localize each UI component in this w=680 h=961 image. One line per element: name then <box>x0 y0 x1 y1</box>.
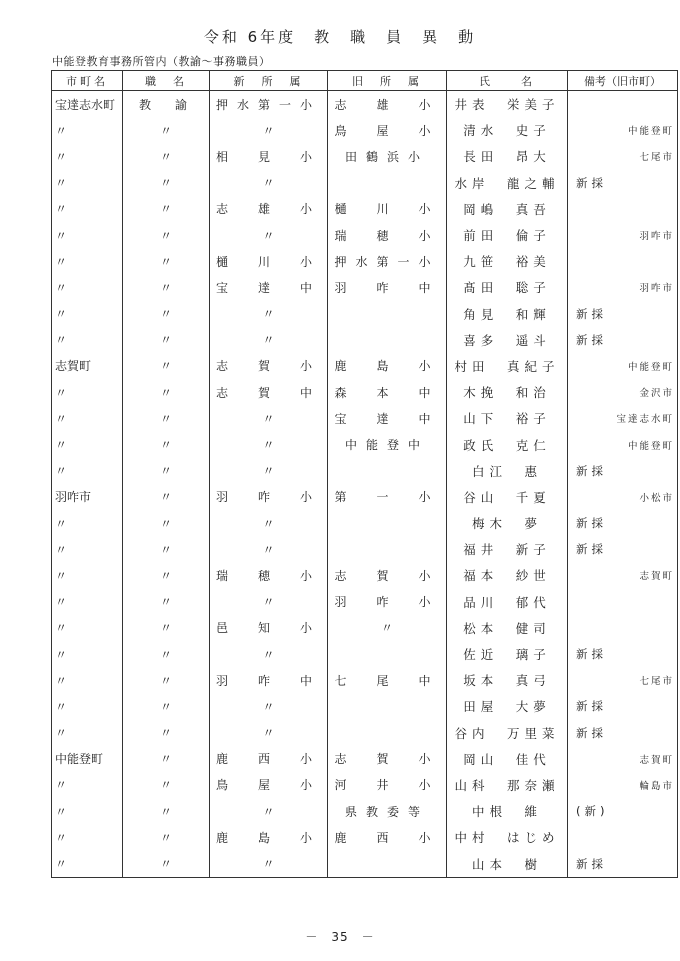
cell-remarks <box>568 720 678 746</box>
cell-municipality: 〃 <box>52 379 123 405</box>
cell-old-assignment: 宝 達 中 <box>328 405 447 431</box>
remark-previous-municipality: 七尾市 <box>639 676 674 688</box>
cell-name: 前田 倫子 <box>447 222 568 248</box>
cell-remarks <box>568 248 678 274</box>
header-municipality: 市町名 <box>52 71 123 91</box>
cell-remarks <box>568 301 678 327</box>
cell-municipality: 〃 <box>52 458 123 484</box>
cell-position: 〃 <box>123 222 210 248</box>
cell-old-assignment <box>328 850 447 877</box>
remark-previous-municipality: 中能登町 <box>627 126 674 138</box>
remark-previous-municipality: 中能登町 <box>627 361 674 373</box>
cell-position: 〃 <box>123 536 210 562</box>
remark-previous-municipality: 志賀町 <box>639 754 674 766</box>
cell-name: 喜多 遥斗 <box>447 327 568 353</box>
cell-position: 〃 <box>123 798 210 824</box>
cell-old-assignment: 志 雄 小 <box>328 91 447 118</box>
cell-old-assignment: 志 賀 小 <box>328 746 447 772</box>
table-row <box>52 641 678 667</box>
remark-tag: 新採 <box>576 856 607 871</box>
cell-municipality: 〃 <box>52 170 123 196</box>
cell-municipality: 〃 <box>52 850 123 877</box>
cell-old-assignment: 羽 咋 中 <box>328 274 447 300</box>
cell-new-assignment: 〃 <box>210 693 328 719</box>
cell-municipality: 〃 <box>52 536 123 562</box>
cell-name: 政氏 克仁 <box>447 431 568 457</box>
cell-old-assignment: 鹿 西 小 <box>328 824 447 850</box>
cell-remarks <box>568 170 678 196</box>
remark-previous-municipality: 志賀町 <box>639 571 674 583</box>
remark-previous-municipality: 金沢市 <box>639 388 674 400</box>
cell-remarks <box>568 615 678 641</box>
cell-new-assignment: 〃 <box>210 641 328 667</box>
cell-name: 佐近 璃子 <box>447 641 568 667</box>
cell-municipality: 〃 <box>52 615 123 641</box>
cell-name: 梅木 夢 <box>447 510 568 536</box>
table-row <box>52 850 678 877</box>
cell-new-assignment: 鹿 島 小 <box>210 824 328 850</box>
remark-tag: 新採 <box>576 332 607 347</box>
cell-new-assignment: 志 賀 小 <box>210 353 328 379</box>
cell-remarks <box>568 536 678 562</box>
cell-position: 〃 <box>123 641 210 667</box>
cell-new-assignment: 押水第一小 <box>210 91 328 118</box>
cell-old-assignment: 〃 <box>328 615 447 641</box>
cell-name: 岡嶋 真吾 <box>447 196 568 222</box>
cell-new-assignment: 瑞 穂 小 <box>210 562 328 588</box>
cell-position: 〃 <box>123 196 210 222</box>
table-row <box>52 248 678 274</box>
cell-remarks <box>568 589 678 615</box>
cell-name: 白江 惠 <box>447 458 568 484</box>
cell-new-assignment: 〃 <box>210 589 328 615</box>
cell-new-assignment: 〃 <box>210 798 328 824</box>
cell-remarks <box>568 379 678 405</box>
cell-municipality: 〃 <box>52 824 123 850</box>
cell-municipality: 宝達志水町 <box>52 91 123 118</box>
remark-tag: 新採 <box>576 516 607 531</box>
cell-name: 山科 那奈瀬 <box>447 772 568 798</box>
cell-remarks <box>568 798 678 824</box>
cell-position: 〃 <box>123 301 210 327</box>
cell-old-assignment <box>328 327 447 353</box>
cell-position: 〃 <box>123 562 210 588</box>
cell-position: 〃 <box>123 850 210 877</box>
cell-old-assignment <box>328 641 447 667</box>
cell-position: 〃 <box>123 667 210 693</box>
cell-old-assignment: 森 本 中 <box>328 379 447 405</box>
cell-position: 〃 <box>123 117 210 143</box>
cell-old-assignment: 鹿 島 小 <box>328 353 447 379</box>
cell-municipality: 〃 <box>52 667 123 693</box>
cell-old-assignment: 河 井 小 <box>328 772 447 798</box>
remark-tag: 新採 <box>576 463 607 478</box>
table-row <box>52 170 678 196</box>
cell-old-assignment <box>328 301 447 327</box>
cell-municipality: 〃 <box>52 248 123 274</box>
cell-new-assignment: 邑 知 小 <box>210 615 328 641</box>
cell-old-assignment <box>328 720 447 746</box>
header-name: 氏 名 <box>447 71 568 91</box>
table-row <box>52 196 678 222</box>
cell-position: 教 諭 <box>123 91 210 118</box>
header-new-assignment: 新 所 属 <box>210 71 328 91</box>
cell-remarks <box>568 850 678 877</box>
cell-position: 〃 <box>123 772 210 798</box>
table-row <box>52 117 678 143</box>
cell-remarks <box>568 143 678 169</box>
cell-old-assignment <box>328 170 447 196</box>
cell-position: 〃 <box>123 615 210 641</box>
cell-name: 長田 昂大 <box>447 143 568 169</box>
cell-position: 〃 <box>123 720 210 746</box>
cell-old-assignment: 田鶴浜小 <box>328 143 447 169</box>
cell-position: 〃 <box>123 405 210 431</box>
cell-new-assignment: 〃 <box>210 405 328 431</box>
cell-new-assignment: 志 賀 中 <box>210 379 328 405</box>
cell-name: 谷山 千夏 <box>447 484 568 510</box>
remark-previous-municipality: 中能登町 <box>627 440 674 452</box>
cell-old-assignment <box>328 536 447 562</box>
cell-new-assignment: 志 雄 小 <box>210 196 328 222</box>
cell-municipality: 羽咋市 <box>52 484 123 510</box>
remark-tag: 新採 <box>576 175 607 190</box>
table-row <box>52 536 678 562</box>
table-row <box>52 458 678 484</box>
cell-name: 清水 史子 <box>447 117 568 143</box>
remark-previous-municipality: 羽咋市 <box>639 231 674 243</box>
cell-name: 木挽 和治 <box>447 379 568 405</box>
table-row <box>52 562 678 588</box>
table-row <box>52 824 678 850</box>
remark-tag: 新採 <box>576 699 607 714</box>
cell-remarks <box>568 327 678 353</box>
table-row <box>52 222 678 248</box>
cell-old-assignment: 押水第一小 <box>328 248 447 274</box>
cell-name: 福井 新子 <box>447 536 568 562</box>
table-row <box>52 484 678 510</box>
cell-position: 〃 <box>123 353 210 379</box>
cell-name: 田屋 大夢 <box>447 693 568 719</box>
cell-remarks <box>568 431 678 457</box>
cell-name: 井表 栄美子 <box>447 91 568 118</box>
page-title: 令和 6年度 教 職 員 異 動 <box>203 28 477 46</box>
cell-municipality: 〃 <box>52 222 123 248</box>
cell-new-assignment: 相 見 小 <box>210 143 328 169</box>
cell-position: 〃 <box>123 143 210 169</box>
cell-municipality: 志賀町 <box>52 353 123 379</box>
cell-municipality: 〃 <box>52 641 123 667</box>
table-row <box>52 667 678 693</box>
cell-remarks <box>568 458 678 484</box>
remark-tag: 新採 <box>576 306 607 321</box>
cell-old-assignment <box>328 693 447 719</box>
cell-new-assignment: 〃 <box>210 170 328 196</box>
cell-position: 〃 <box>123 510 210 536</box>
cell-municipality: 〃 <box>52 510 123 536</box>
cell-municipality: 中能登町 <box>52 746 123 772</box>
table-row <box>52 772 678 798</box>
cell-name: 岡山 佳代 <box>447 746 568 772</box>
cell-municipality: 〃 <box>52 274 123 300</box>
cell-name: 水岸 龍之輔 <box>447 170 568 196</box>
remark-previous-municipality: 小松市 <box>639 492 674 504</box>
cell-new-assignment: 羽 咋 中 <box>210 667 328 693</box>
cell-new-assignment: 〃 <box>210 431 328 457</box>
cell-municipality: 〃 <box>52 405 123 431</box>
cell-old-assignment: 中能登中 <box>328 431 447 457</box>
cell-name: 谷内 万里菜 <box>447 720 568 746</box>
cell-remarks <box>568 274 678 300</box>
remark-tag: 新採 <box>576 542 607 557</box>
cell-name: 髙田 聡子 <box>447 274 568 300</box>
cell-old-assignment: 志 賀 小 <box>328 562 447 588</box>
cell-position: 〃 <box>123 693 210 719</box>
cell-name: 山本 樹 <box>447 850 568 877</box>
cell-position: 〃 <box>123 379 210 405</box>
cell-remarks <box>568 353 678 379</box>
cell-new-assignment: 〃 <box>210 117 328 143</box>
cell-position: 〃 <box>123 170 210 196</box>
cell-position: 〃 <box>123 824 210 850</box>
table-row <box>52 720 678 746</box>
header-old-assignment: 旧 所 属 <box>328 71 447 91</box>
table-row <box>52 353 678 379</box>
cell-position: 〃 <box>123 431 210 457</box>
cell-new-assignment: 鹿 西 小 <box>210 746 328 772</box>
header-remarks: 備考（旧市町） <box>568 71 678 91</box>
cell-old-assignment: 鳥 屋 小 <box>328 117 447 143</box>
cell-new-assignment: 宝 達 中 <box>210 274 328 300</box>
cell-remarks <box>568 405 678 431</box>
remark-previous-municipality: 宝達志水町 <box>616 414 674 426</box>
cell-municipality: 〃 <box>52 327 123 353</box>
cell-new-assignment: 樋 川 小 <box>210 248 328 274</box>
cell-position: 〃 <box>123 458 210 484</box>
cell-remarks <box>568 510 678 536</box>
transfer-table <box>51 70 678 878</box>
cell-old-assignment: 羽 咋 小 <box>328 589 447 615</box>
cell-new-assignment: 〃 <box>210 458 328 484</box>
table-row <box>52 405 678 431</box>
remark-previous-municipality: 羽咋市 <box>639 283 674 295</box>
remark-tag: (新) <box>576 804 609 819</box>
table-header-row <box>52 71 678 91</box>
table-row <box>52 615 678 641</box>
cell-municipality: 〃 <box>52 196 123 222</box>
cell-remarks <box>568 91 678 118</box>
cell-municipality: 〃 <box>52 431 123 457</box>
table-row <box>52 798 678 824</box>
cell-new-assignment: 〃 <box>210 850 328 877</box>
cell-remarks <box>568 824 678 850</box>
cell-municipality: 〃 <box>52 772 123 798</box>
page-number: － 35 － <box>305 930 375 944</box>
cell-name: 福本 紗世 <box>447 562 568 588</box>
table-row <box>52 274 678 300</box>
table-row <box>52 589 678 615</box>
cell-old-assignment: 瑞 穂 小 <box>328 222 447 248</box>
cell-position: 〃 <box>123 589 210 615</box>
table-row <box>52 143 678 169</box>
cell-position: 〃 <box>123 746 210 772</box>
remark-previous-municipality: 輪島市 <box>639 780 674 792</box>
cell-remarks <box>568 222 678 248</box>
table-row <box>52 431 678 457</box>
table-row <box>52 301 678 327</box>
cell-municipality: 〃 <box>52 693 123 719</box>
cell-new-assignment: 〃 <box>210 301 328 327</box>
cell-name: 品川 郁代 <box>447 589 568 615</box>
header-position: 職 名 <box>123 71 210 91</box>
cell-remarks <box>568 693 678 719</box>
cell-remarks <box>568 772 678 798</box>
cell-old-assignment: 樋 川 小 <box>328 196 447 222</box>
cell-old-assignment <box>328 510 447 536</box>
cell-name: 村田 真紀子 <box>447 353 568 379</box>
cell-old-assignment <box>328 458 447 484</box>
table-row <box>52 746 678 772</box>
cell-remarks <box>568 562 678 588</box>
cell-municipality: 〃 <box>52 143 123 169</box>
cell-new-assignment: 〃 <box>210 222 328 248</box>
cell-new-assignment: 羽 咋 小 <box>210 484 328 510</box>
cell-remarks <box>568 746 678 772</box>
cell-name: 角見 和輝 <box>447 301 568 327</box>
section-subtitle: 中能登教育事務所管内（教諭～事務職員） <box>52 55 271 68</box>
cell-remarks <box>568 641 678 667</box>
cell-position: 〃 <box>123 327 210 353</box>
cell-position: 〃 <box>123 484 210 510</box>
cell-position: 〃 <box>123 248 210 274</box>
cell-municipality: 〃 <box>52 562 123 588</box>
cell-name: 山下 裕子 <box>447 405 568 431</box>
cell-new-assignment: 〃 <box>210 327 328 353</box>
table-row <box>52 327 678 353</box>
cell-remarks <box>568 667 678 693</box>
cell-old-assignment: 第 一 小 <box>328 484 447 510</box>
cell-new-assignment: 鳥 屋 小 <box>210 772 328 798</box>
cell-new-assignment: 〃 <box>210 510 328 536</box>
cell-old-assignment: 県教委等 <box>328 798 447 824</box>
table-row <box>52 693 678 719</box>
cell-municipality: 〃 <box>52 589 123 615</box>
table-row <box>52 510 678 536</box>
remark-tag: 新採 <box>576 647 607 662</box>
cell-new-assignment: 〃 <box>210 720 328 746</box>
remark-tag: 新採 <box>576 725 607 740</box>
cell-name: 坂本 真弓 <box>447 667 568 693</box>
table-row <box>52 91 678 118</box>
remark-previous-municipality: 七尾市 <box>639 152 674 164</box>
cell-old-assignment: 七 尾 中 <box>328 667 447 693</box>
cell-new-assignment: 〃 <box>210 536 328 562</box>
cell-remarks <box>568 196 678 222</box>
cell-name: 中根 維 <box>447 798 568 824</box>
cell-remarks <box>568 484 678 510</box>
cell-municipality: 〃 <box>52 301 123 327</box>
cell-municipality: 〃 <box>52 798 123 824</box>
cell-name: 中村 はじめ <box>447 824 568 850</box>
cell-municipality: 〃 <box>52 720 123 746</box>
cell-name: 九笹 裕美 <box>447 248 568 274</box>
cell-remarks <box>568 117 678 143</box>
table-row <box>52 379 678 405</box>
cell-municipality: 〃 <box>52 117 123 143</box>
cell-position: 〃 <box>123 274 210 300</box>
cell-name: 松本 健司 <box>447 615 568 641</box>
